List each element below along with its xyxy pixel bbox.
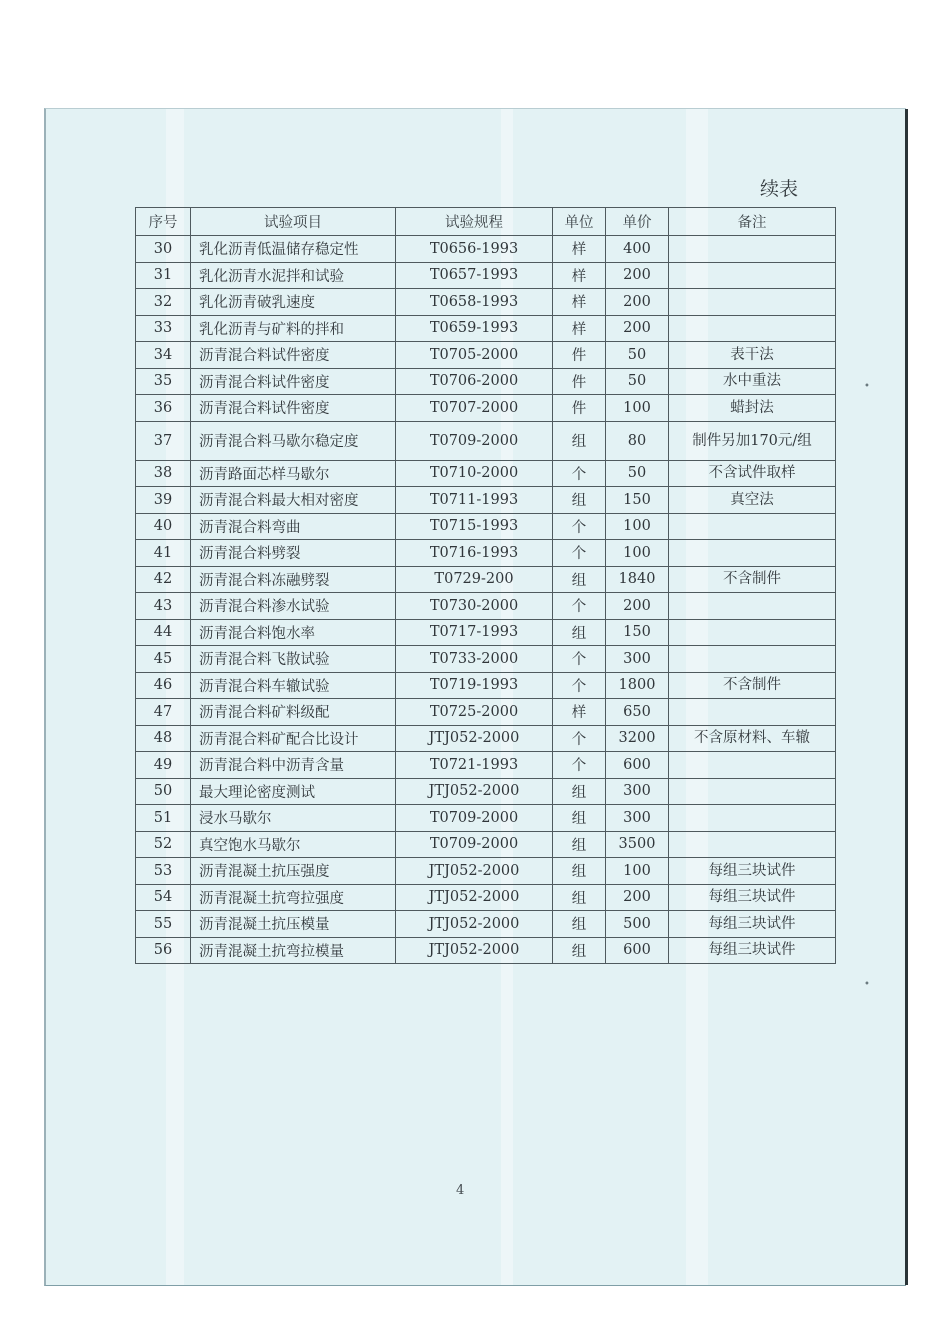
cell-price: 400	[606, 236, 669, 263]
table-row	[136, 487, 836, 514]
cell-item: 沥青混合料试件密度	[191, 395, 396, 422]
cell-unit: 件	[553, 342, 606, 369]
cell-unit: 样	[553, 236, 606, 263]
cell-standard: T0719-1993	[396, 672, 553, 699]
cell-item: 沥青混合料车辙试验	[191, 672, 396, 699]
cell-item: 沥青混合料马歇尔稳定度	[191, 421, 396, 460]
cell-item: 沥青混凝土抗弯拉强度	[191, 884, 396, 911]
cell-remark	[669, 699, 836, 726]
table-row	[136, 805, 836, 832]
cell-index: 31	[136, 262, 191, 289]
table-row	[136, 460, 836, 487]
cell-standard: T0716-1993	[396, 540, 553, 567]
cell-index: 56	[136, 937, 191, 964]
table-header-row	[136, 208, 836, 236]
table-row	[136, 593, 836, 620]
cell-index: 32	[136, 289, 191, 316]
table-row	[136, 315, 836, 342]
cell-index: 47	[136, 699, 191, 726]
cell-index: 53	[136, 858, 191, 885]
cell-standard: T0733-2000	[396, 646, 553, 673]
cell-remark	[669, 805, 836, 832]
table-row	[136, 566, 836, 593]
cell-item: 最大理论密度测试	[191, 778, 396, 805]
cell-unit: 个	[553, 725, 606, 752]
cell-remark	[669, 778, 836, 805]
cell-unit: 件	[553, 368, 606, 395]
cell-remark	[669, 513, 836, 540]
cell-unit: 个	[553, 460, 606, 487]
cell-index: 51	[136, 805, 191, 832]
table-row	[136, 884, 836, 911]
header-remark: 备注	[669, 208, 836, 236]
table-row	[136, 672, 836, 699]
cell-remark	[669, 262, 836, 289]
cell-index: 33	[136, 315, 191, 342]
cell-price: 200	[606, 315, 669, 342]
cell-price: 200	[606, 593, 669, 620]
cell-index: 42	[136, 566, 191, 593]
cell-standard: T0707-2000	[396, 395, 553, 422]
cell-item: 沥青混合料冻融劈裂	[191, 566, 396, 593]
cell-price: 200	[606, 262, 669, 289]
cell-price: 3200	[606, 725, 669, 752]
cell-remark: 水中重法	[669, 368, 836, 395]
cell-price: 80	[606, 421, 669, 460]
cell-remark	[669, 619, 836, 646]
cell-unit: 组	[553, 619, 606, 646]
cell-item: 乳化沥青破乳速度	[191, 289, 396, 316]
cell-unit: 样	[553, 289, 606, 316]
cell-price: 1840	[606, 566, 669, 593]
cell-price: 50	[606, 368, 669, 395]
cell-standard: T0709-2000	[396, 805, 553, 832]
cell-item: 沥青路面芯样马歇尔	[191, 460, 396, 487]
cell-standard: T0659-1993	[396, 315, 553, 342]
table-row	[136, 725, 836, 752]
cell-unit: 个	[553, 752, 606, 779]
continued-label: 续表	[760, 178, 799, 200]
cell-standard: T0717-1993	[396, 619, 553, 646]
cell-remark	[669, 236, 836, 263]
cell-unit: 个	[553, 540, 606, 567]
cell-price: 3500	[606, 831, 669, 858]
cell-unit: 个	[553, 646, 606, 673]
table-row	[136, 831, 836, 858]
cell-price: 300	[606, 646, 669, 673]
table-row	[136, 937, 836, 964]
cell-item: 乳化沥青水泥拌和试验	[191, 262, 396, 289]
cell-price: 1800	[606, 672, 669, 699]
cell-remark: 不含原材料、车辙	[669, 725, 836, 752]
cell-remark: 不含试件取样	[669, 460, 836, 487]
cell-price: 600	[606, 937, 669, 964]
cell-standard: T0730-2000	[396, 593, 553, 620]
cell-unit: 个	[553, 672, 606, 699]
cell-standard: JTJ052-2000	[396, 937, 553, 964]
cell-index: 46	[136, 672, 191, 699]
cell-standard: JTJ052-2000	[396, 911, 553, 938]
cell-item: 浸水马歇尔	[191, 805, 396, 832]
cell-item: 沥青混合料试件密度	[191, 342, 396, 369]
cell-price: 50	[606, 460, 669, 487]
cell-item: 沥青混合料矿配合比设计	[191, 725, 396, 752]
cell-unit: 组	[553, 884, 606, 911]
cell-remark	[669, 593, 836, 620]
cell-price: 100	[606, 513, 669, 540]
cell-item: 沥青混合料渗水试验	[191, 593, 396, 620]
table-row	[136, 752, 836, 779]
table-row	[136, 368, 836, 395]
cell-unit: 组	[553, 911, 606, 938]
header-price: 单价	[606, 208, 669, 236]
cell-item: 沥青混凝土抗弯拉模量	[191, 937, 396, 964]
cell-index: 34	[136, 342, 191, 369]
cell-index: 39	[136, 487, 191, 514]
cell-standard: T0656-1993	[396, 236, 553, 263]
table-row	[136, 619, 836, 646]
table-row	[136, 699, 836, 726]
table-row	[136, 778, 836, 805]
cell-item: 沥青混合料弯曲	[191, 513, 396, 540]
scan-speck: •	[864, 979, 870, 990]
table-row	[136, 289, 836, 316]
cell-item: 沥青混凝土抗压模量	[191, 911, 396, 938]
cell-index: 41	[136, 540, 191, 567]
cell-price: 600	[606, 752, 669, 779]
cell-unit: 组	[553, 778, 606, 805]
cell-index: 38	[136, 460, 191, 487]
cell-remark: 不含制件	[669, 566, 836, 593]
cell-price: 100	[606, 395, 669, 422]
cell-price: 100	[606, 858, 669, 885]
header-unit: 单位	[553, 208, 606, 236]
cell-item: 沥青混合料饱水率	[191, 619, 396, 646]
cell-unit: 组	[553, 937, 606, 964]
cell-standard: T0729-200	[396, 566, 553, 593]
cell-index: 35	[136, 368, 191, 395]
cell-unit: 组	[553, 805, 606, 832]
cell-price: 200	[606, 884, 669, 911]
cell-unit: 组	[553, 831, 606, 858]
cell-standard: T0705-2000	[396, 342, 553, 369]
header-index: 序号	[136, 208, 191, 236]
cell-standard: T0658-1993	[396, 289, 553, 316]
cell-remark: 真空法	[669, 487, 836, 514]
cell-standard: JTJ052-2000	[396, 725, 553, 752]
cell-item: 沥青混合料矿料级配	[191, 699, 396, 726]
cell-remark: 蜡封法	[669, 395, 836, 422]
cell-index: 44	[136, 619, 191, 646]
cell-unit: 样	[553, 262, 606, 289]
header-standard: 试验规程	[396, 208, 553, 236]
table-row	[136, 540, 836, 567]
table-row	[136, 342, 836, 369]
cell-item: 沥青混合料中沥青含量	[191, 752, 396, 779]
cell-standard: JTJ052-2000	[396, 778, 553, 805]
cell-standard: T0711-1993	[396, 487, 553, 514]
cell-index: 37	[136, 421, 191, 460]
cell-item: 沥青混合料试件密度	[191, 368, 396, 395]
cell-remark: 表干法	[669, 342, 836, 369]
cell-standard: T0706-2000	[396, 368, 553, 395]
scanned-page	[44, 108, 906, 1286]
cell-price: 100	[606, 540, 669, 567]
cell-unit: 个	[553, 593, 606, 620]
table-row	[136, 236, 836, 263]
cell-price: 150	[606, 619, 669, 646]
cell-index: 48	[136, 725, 191, 752]
table-row	[136, 262, 836, 289]
table-body	[136, 236, 836, 964]
cell-remark	[669, 315, 836, 342]
cell-price: 500	[606, 911, 669, 938]
cell-unit: 个	[553, 513, 606, 540]
cell-remark	[669, 646, 836, 673]
cell-item: 沥青混合料劈裂	[191, 540, 396, 567]
cell-remark	[669, 752, 836, 779]
cell-index: 40	[136, 513, 191, 540]
cell-unit: 件	[553, 395, 606, 422]
cell-remark	[669, 540, 836, 567]
cell-index: 43	[136, 593, 191, 620]
cell-price: 200	[606, 289, 669, 316]
cell-item: 真空饱水马歇尔	[191, 831, 396, 858]
cell-standard: T0725-2000	[396, 699, 553, 726]
cell-unit: 组	[553, 487, 606, 514]
cell-remark: 每组三块试件	[669, 858, 836, 885]
scan-speck: •	[864, 381, 870, 392]
cell-remark: 不含制件	[669, 672, 836, 699]
cell-unit: 组	[553, 566, 606, 593]
cell-remark: 每组三块试件	[669, 911, 836, 938]
cell-price: 150	[606, 487, 669, 514]
cell-standard: T0709-2000	[396, 831, 553, 858]
cell-item: 沥青混凝土抗压强度	[191, 858, 396, 885]
cell-index: 36	[136, 395, 191, 422]
cell-remark: 每组三块试件	[669, 884, 836, 911]
cell-standard: T0709-2000	[396, 421, 553, 460]
scan-edge	[905, 109, 908, 1285]
cell-index: 45	[136, 646, 191, 673]
cell-item: 乳化沥青低温储存稳定性	[191, 236, 396, 263]
cell-item: 乳化沥青与矿料的拌和	[191, 315, 396, 342]
cell-price: 650	[606, 699, 669, 726]
cell-item: 沥青混合料最大相对密度	[191, 487, 396, 514]
cell-standard: JTJ052-2000	[396, 858, 553, 885]
cell-standard: T0721-1993	[396, 752, 553, 779]
table-row	[136, 858, 836, 885]
cell-price: 300	[606, 805, 669, 832]
cell-remark	[669, 289, 836, 316]
cell-remark: 每组三块试件	[669, 937, 836, 964]
table-row	[136, 421, 836, 460]
cell-price: 300	[606, 778, 669, 805]
cell-unit: 样	[553, 699, 606, 726]
cell-standard: JTJ052-2000	[396, 884, 553, 911]
cell-standard: T0710-2000	[396, 460, 553, 487]
cell-index: 49	[136, 752, 191, 779]
page-number: 4	[456, 1183, 465, 1198]
cell-remark: 制件另加170元/组	[669, 421, 836, 460]
cell-price: 50	[606, 342, 669, 369]
cell-index: 52	[136, 831, 191, 858]
cell-unit: 组	[553, 858, 606, 885]
header-item: 试验项目	[191, 208, 396, 236]
table-row	[136, 513, 836, 540]
table-row	[136, 911, 836, 938]
price-table	[135, 207, 836, 964]
cell-remark	[669, 831, 836, 858]
cell-standard: T0715-1993	[396, 513, 553, 540]
cell-unit: 样	[553, 315, 606, 342]
table-row	[136, 646, 836, 673]
cell-index: 54	[136, 884, 191, 911]
cell-index: 50	[136, 778, 191, 805]
table-row	[136, 395, 836, 422]
cell-index: 30	[136, 236, 191, 263]
cell-standard: T0657-1993	[396, 262, 553, 289]
cell-item: 沥青混合料飞散试验	[191, 646, 396, 673]
cell-index: 55	[136, 911, 191, 938]
cell-unit: 组	[553, 421, 606, 460]
